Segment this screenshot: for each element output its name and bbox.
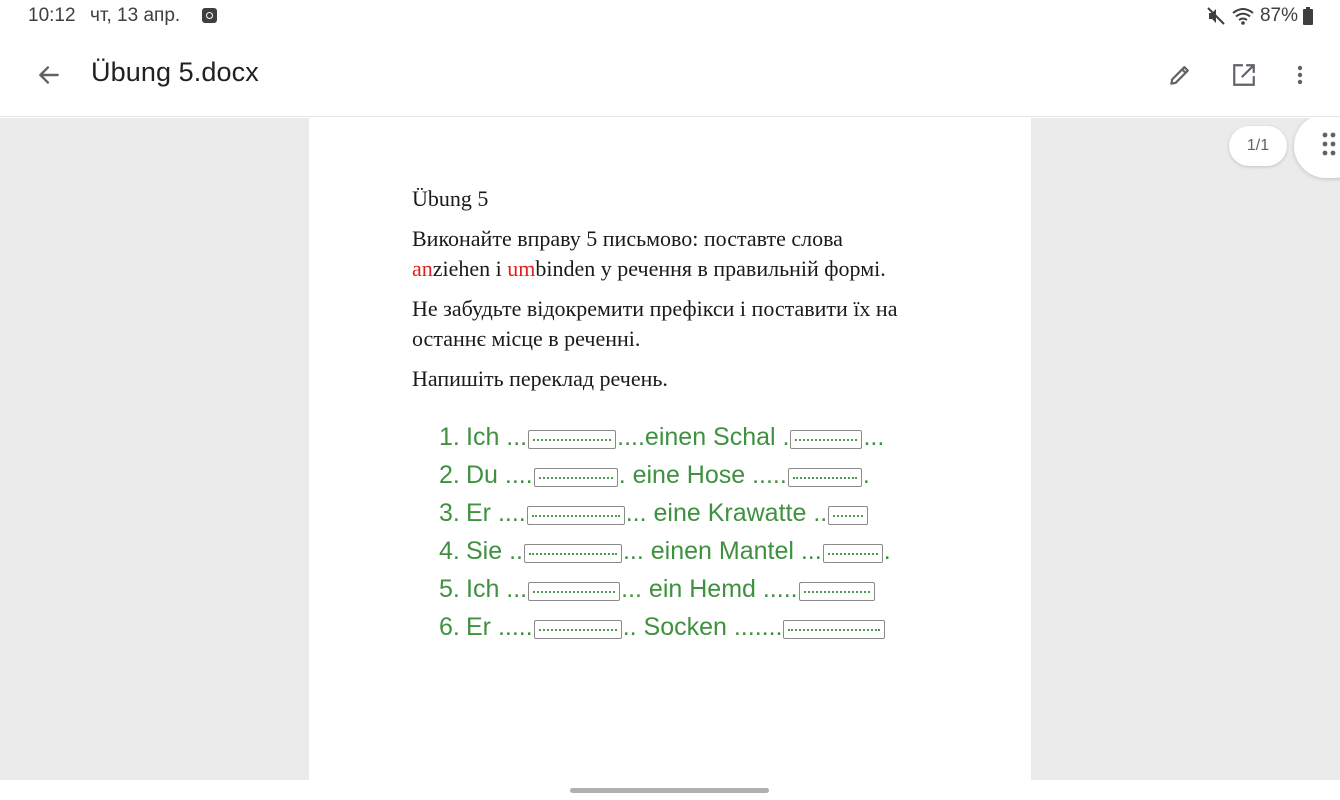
exercise-list — [439, 418, 891, 646]
prefix-an: an — [412, 256, 433, 281]
exercise-text-middle: .. Socken ....... — [622, 613, 783, 641]
edit-button[interactable] — [1158, 53, 1202, 97]
gesture-nav-bar — [0, 780, 1340, 800]
exercise-text-middle: ... eine Krawatte .. — [625, 499, 828, 527]
open-in-new-icon — [1231, 62, 1257, 88]
exercise-text-middle: ... einen Mantel ... — [622, 537, 822, 565]
word-ziehen: ziehen і — [432, 256, 508, 281]
doc-heading: Übung 5 — [412, 186, 489, 211]
answer-blank — [528, 430, 616, 449]
document-viewer[interactable] — [0, 118, 1340, 780]
exercise-text-middle: ... ein Hemd ..... — [621, 575, 798, 603]
arrow-back-icon — [36, 62, 62, 88]
instruction-paragraph-2 — [412, 294, 897, 354]
answer-blank — [524, 544, 622, 563]
exercise-row — [439, 494, 891, 532]
answer-blank — [783, 620, 885, 639]
page-indicator[interactable]: 1/1 — [1229, 126, 1287, 166]
answer-blank — [527, 506, 625, 525]
exercise-row — [439, 570, 891, 608]
prefix-um: um — [507, 256, 536, 281]
answer-blank — [788, 468, 862, 487]
instruction-paragraph-3: Напишіть переклад речень. — [412, 366, 668, 391]
document-page — [309, 118, 1031, 780]
screenshot-notification-icon — [202, 8, 217, 23]
gesture-handle[interactable] — [570, 788, 769, 793]
more-options-button[interactable] — [1278, 53, 1322, 97]
mute-icon — [1206, 6, 1226, 26]
grid-dots-icon — [1322, 132, 1336, 156]
answer-blank — [799, 582, 875, 601]
status-date: чт, 13 апр. — [90, 5, 181, 26]
instruction-line-4: останнє місце в реченні. — [412, 326, 641, 351]
document-title: Übung 5.docx — [91, 57, 259, 87]
exercise-text-end: . — [862, 461, 870, 489]
exercise-row — [439, 418, 891, 456]
exercise-text-start: Du .... — [466, 461, 533, 489]
instruction-line-3: Не забудьте відокремити префікси і поставити їх на — [412, 296, 898, 321]
edit-pencil-icon — [1167, 62, 1193, 88]
page-grid-button[interactable] — [1294, 118, 1340, 178]
answer-blank — [528, 582, 620, 601]
exercise-number: 3. — [439, 499, 460, 527]
exercise-number: 1. — [439, 423, 460, 451]
exercise-number: 6. — [439, 613, 460, 641]
exercise-row — [439, 608, 891, 646]
exercise-text-end: . — [883, 537, 891, 565]
exercise-number: 2. — [439, 461, 460, 489]
exercise-number: 4. — [439, 537, 460, 565]
exercise-text-middle: ....einen Schal . — [617, 423, 790, 451]
answer-blank — [823, 544, 883, 563]
answer-blank — [790, 430, 862, 449]
exercise-text-middle: . eine Hose ..... — [618, 461, 787, 489]
exercise-number: 5. — [439, 575, 460, 603]
wifi-icon — [1231, 6, 1255, 26]
answer-blank — [828, 506, 868, 525]
exercise-text-start: Sie .. — [466, 537, 523, 565]
status-bar — [0, 0, 1340, 34]
exercise-text-end: ... — [863, 423, 885, 451]
word-binden: binden у речення в правильній формі. — [535, 256, 886, 281]
instruction-line-1: Виконайте вправу 5 письмово: поставте слова — [412, 226, 843, 251]
battery-icon — [1303, 7, 1313, 25]
exercise-text-start: Er ..... — [466, 613, 533, 641]
status-icons — [1206, 4, 1313, 28]
more-vert-icon — [1288, 62, 1312, 88]
exercise-text-start: Er .... — [466, 499, 526, 527]
app-bar — [0, 34, 1340, 117]
battery-percent: 87% — [1259, 5, 1298, 26]
instruction-line-2 — [412, 254, 886, 284]
exercise-text-start: Ich ... — [466, 575, 528, 603]
answer-blank — [534, 468, 618, 487]
instruction-paragraph-1 — [412, 224, 886, 284]
back-button[interactable] — [28, 54, 70, 96]
answer-blank — [534, 620, 622, 639]
open-in-new-button[interactable] — [1222, 53, 1266, 97]
exercise-row — [439, 532, 891, 570]
exercise-text-start: Ich ... — [466, 423, 528, 451]
status-time: 10:12 — [28, 5, 76, 26]
exercise-row — [439, 456, 891, 494]
